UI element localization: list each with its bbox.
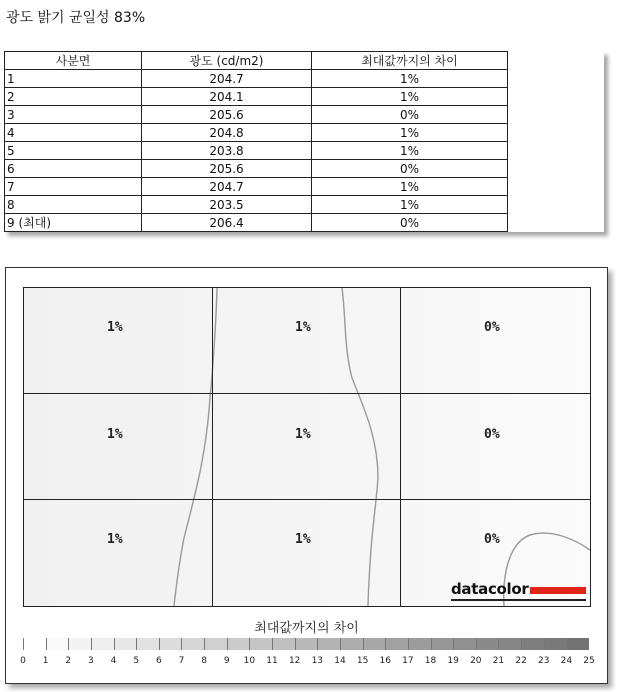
difference-cell: 0% <box>312 214 508 232</box>
quadrant-cell: 2 <box>5 88 142 106</box>
table-row <box>5 160 508 178</box>
quadrant-3-value: 0% <box>484 320 500 335</box>
quadrant-6-value: 0% <box>484 427 500 442</box>
grid-divider <box>212 288 213 606</box>
page-title: 광도 밝기 균일성 83% <box>6 10 146 26</box>
column-header-luminance: 광도 (cd/m2) <box>142 52 312 70</box>
scale-tick-label: 5 <box>133 656 140 666</box>
quadrant-2-value: 1% <box>295 320 311 335</box>
scale-tick-label: 7 <box>178 656 185 666</box>
luminance-cell: 204.1 <box>142 88 312 106</box>
scale-tick-label: 0 <box>20 656 26 666</box>
quadrant-7-value: 1% <box>107 532 123 547</box>
column-header-quadrant: 사분면 <box>5 52 142 70</box>
scale-tick-label: 22 <box>515 656 527 666</box>
difference-cell: 0% <box>312 106 508 124</box>
difference-cell: 1% <box>312 142 508 160</box>
scale-tick-label: 17 <box>402 656 414 666</box>
column-header-difference: 최대값까지의 차이 <box>312 52 508 70</box>
scale-tick-label: 24 <box>560 656 573 666</box>
datacolor-logo-text: datacolor <box>451 580 529 598</box>
quadrant-5-value: 1% <box>295 427 311 442</box>
luminance-table-panel <box>4 51 604 232</box>
difference-cell: 1% <box>312 196 508 214</box>
quadrant-cell: 3 <box>5 106 142 124</box>
luminance-cell: 204.8 <box>142 124 312 142</box>
table-row <box>5 142 508 160</box>
luminance-table <box>4 51 508 232</box>
scale-tick-label: 23 <box>537 656 550 666</box>
luminance-cell: 205.6 <box>142 106 312 124</box>
quadrant-4-value: 1% <box>107 427 123 442</box>
grid-divider <box>400 288 401 606</box>
table-row <box>5 106 508 124</box>
scale-tick-label: 12 <box>288 656 301 666</box>
quadrant-8-value: 1% <box>295 532 311 547</box>
grid-divider <box>24 393 590 394</box>
luminance-cell: 204.7 <box>142 70 312 88</box>
difference-cell: 0% <box>312 160 508 178</box>
quadrant-cell: 5 <box>5 142 142 160</box>
quadrant-cell: 6 <box>5 160 142 178</box>
scale-border <box>23 638 589 650</box>
scale-tick-label: 13 <box>311 656 324 666</box>
difference-cell: 1% <box>312 124 508 142</box>
scale-tick-label: 21 <box>492 656 505 666</box>
datacolor-logo-underline <box>451 599 586 601</box>
table-row <box>5 88 508 106</box>
scale-tick-label: 8 <box>201 656 207 666</box>
difference-cell: 1% <box>312 70 508 88</box>
scale-tick-label: 25 <box>583 656 595 666</box>
quadrant-9-value: 0% <box>484 532 500 547</box>
scale-tick-label: 19 <box>447 656 459 666</box>
table-row <box>5 196 508 214</box>
luminance-cell: 205.6 <box>142 160 312 178</box>
datacolor-logo-bar <box>530 587 586 594</box>
table-row <box>5 70 508 88</box>
scale-tick-label: 20 <box>470 656 482 666</box>
quadrant-cell: 7 <box>5 178 142 196</box>
luminance-cell: 203.8 <box>142 142 312 160</box>
quadrant-1-value: 1% <box>107 320 123 335</box>
scale-tick-label: 10 <box>243 656 256 666</box>
scale-tick-label: 14 <box>334 656 346 666</box>
datacolor-logo <box>451 579 586 601</box>
scale-tick-label: 3 <box>88 656 94 666</box>
luminance-cell: 206.4 <box>142 214 312 232</box>
scale-tick-label: 16 <box>379 656 391 666</box>
scale-title: 최대값까지의 차이 <box>254 621 359 636</box>
scale-tick-label: 11 <box>266 656 278 666</box>
difference-cell: 1% <box>312 178 508 196</box>
difference-scale-bar <box>23 638 589 650</box>
quadrant-cell: 1 <box>5 70 142 88</box>
scale-tick-label: 18 <box>424 656 437 666</box>
scale-tick-label: 6 <box>155 656 162 666</box>
quadrant-cell: 8 <box>5 196 142 214</box>
scale-tick-label: 4 <box>110 656 117 666</box>
luminance-cell: 203.5 <box>142 196 312 214</box>
contour-overlay <box>24 288 590 606</box>
scale-tick-label: 15 <box>356 656 369 666</box>
grid-divider <box>24 499 590 500</box>
difference-cell: 1% <box>312 88 508 106</box>
scale-tick-label: 9 <box>223 656 230 666</box>
uniformity-map-panel <box>5 267 608 684</box>
quadrant-cell: 4 <box>5 124 142 142</box>
scale-tick-label: 1 <box>42 656 49 666</box>
scale-tick-label: 2 <box>65 656 72 666</box>
table-row <box>5 214 508 232</box>
table-header-row <box>5 52 508 70</box>
luminance-cell: 204.7 <box>142 178 312 196</box>
table-row <box>5 124 508 142</box>
quadrant-cell: 9 (최대) <box>5 214 142 232</box>
uniformity-grid <box>23 287 591 607</box>
table-row <box>5 178 508 196</box>
